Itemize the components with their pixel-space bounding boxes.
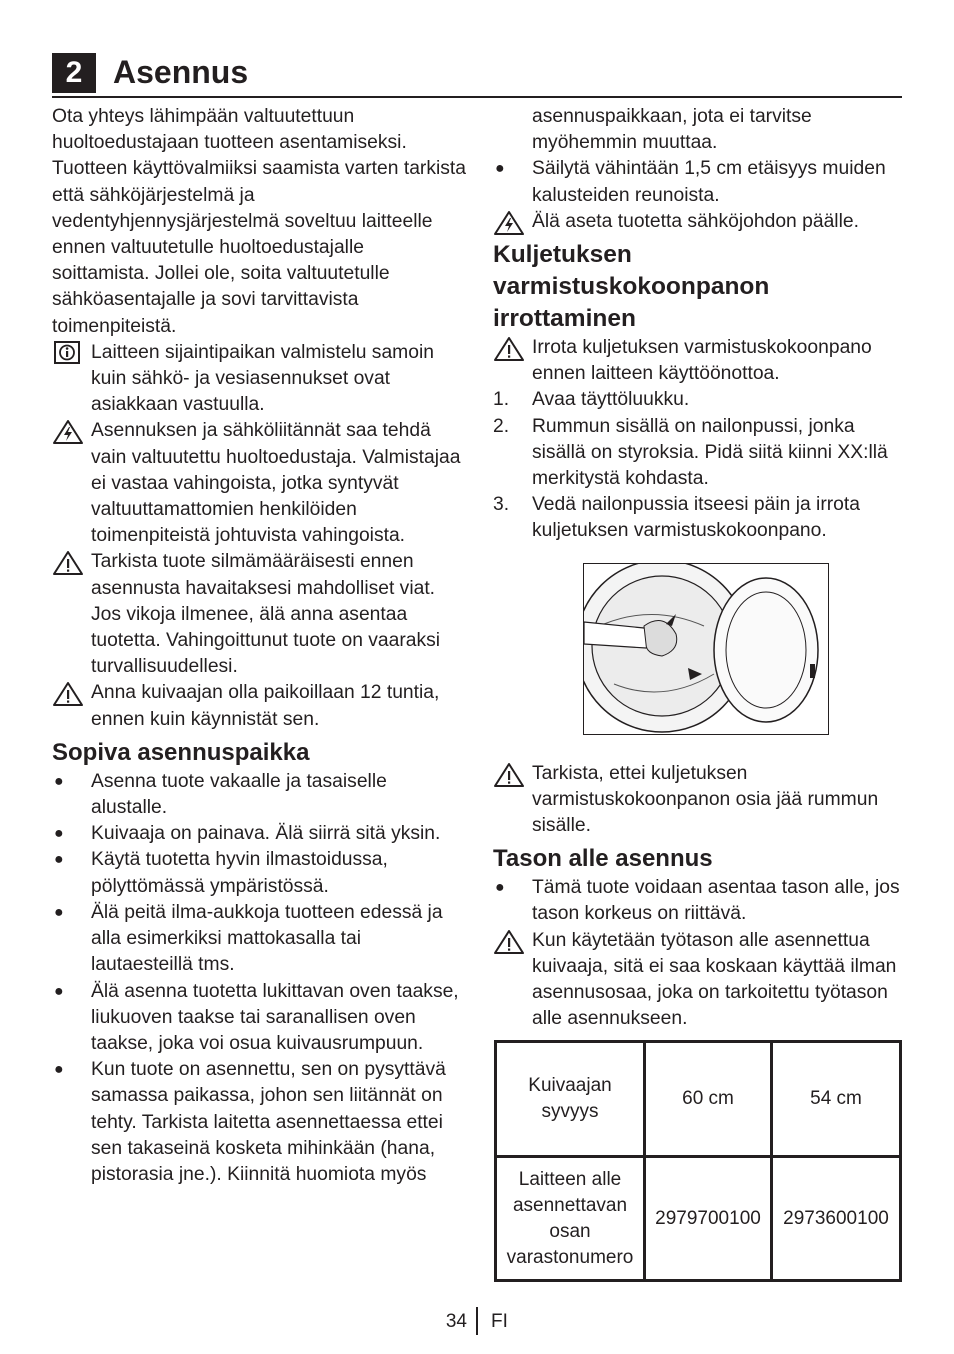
language-code: FI	[491, 1311, 508, 1332]
left-column	[52, 104, 466, 1188]
bullet-icon: ●	[54, 772, 64, 790]
warning-note	[493, 761, 905, 840]
continued-text-body: asennuspaikkaan, jota ei tarvitse myöhemmin muuttaa.	[532, 106, 812, 154]
bullet-icon: ●	[495, 879, 505, 897]
table-cell: 2979700100	[645, 1157, 772, 1281]
section-title: Sopiva asennuspaikka	[52, 738, 310, 766]
bullet-icon: ●	[495, 160, 505, 178]
info-icon	[52, 341, 84, 365]
list-item	[52, 900, 466, 979]
step-number: 3.	[493, 494, 510, 516]
table-cell: 60 cm	[645, 1042, 772, 1157]
step-number: 2.	[493, 415, 510, 437]
step-text: Rummun sisällä on nailonpussi, jonka sisällä on styroksia. Pidä siitä kiinni XX:llä merkitystä kohdasta.	[532, 415, 888, 490]
step-number: 1.	[493, 389, 510, 411]
electric-warning-note	[52, 418, 466, 549]
electric-warning-icon	[52, 419, 84, 443]
bullet-icon: ●	[54, 1061, 64, 1079]
list-item-text: Älä peitä ilma-aukkoja tuotteen edessä ja alla esimerkiksi mattokasalla tai lautaesteillä tms.	[91, 901, 443, 976]
warning-icon	[52, 550, 84, 574]
electric-warning-icon	[493, 210, 525, 234]
step-item	[493, 387, 905, 413]
drum-illustration	[583, 563, 829, 735]
table-cell: Kuivaajan syvyys	[496, 1042, 645, 1157]
bullet-icon: ●	[54, 982, 64, 1000]
list-item	[52, 821, 466, 847]
warning-note	[52, 680, 466, 732]
table-cell: 2973600100	[772, 1157, 901, 1281]
dryer-drum-drawing	[584, 564, 828, 734]
step-text: Avaa täyttöluukku.	[532, 389, 690, 411]
warning-note	[493, 928, 905, 1033]
note-text: Tarkista, ettei kuljetuksen varmistuskokoonpanon osia jää rummun sisälle.	[532, 762, 879, 837]
bullet-icon: ●	[54, 825, 64, 843]
right-column	[493, 104, 905, 1282]
bullet-icon: ●	[54, 903, 64, 921]
table-cell: Laitteen alle asennettavan osan varastonumero	[496, 1157, 645, 1281]
list-item	[52, 979, 466, 1058]
step-text: Vedä nailonpussia itseesi päin ja irrota kuljetuksen varmistuskokoonpano.	[532, 494, 860, 542]
section-title: Kuljetuksen varmistuskokoonpanon irrottaminen	[493, 241, 770, 333]
list-item-text: Asenna tuote vakaalle ja tasaiselle alustalle.	[91, 770, 387, 819]
table-cell: 54 cm	[772, 1042, 901, 1157]
warning-icon	[52, 681, 84, 705]
note-text: Tarkista tuote silmämääräisesti ennen asennusta havaitaksesi mahdolliset viat. Jos vikoja ilmenee, älä anna asentaa tuotetta. Vahingoittunut tuote on vaaraksi turvallisuudellesi.	[91, 551, 441, 678]
page-number: 34	[445, 1311, 467, 1332]
footer-divider	[476, 1307, 478, 1335]
warning-icon	[493, 929, 525, 953]
note-text: Kun käytetään työtason alle asennettua kuivaaja, sitä ei saa koskaan käyttää ilman asennusosaa, joka on tarkoitettu työtason alle asennukseen.	[532, 929, 897, 1030]
bullet-icon: ●	[54, 851, 64, 869]
spec-table	[494, 1040, 902, 1282]
warning-note	[493, 209, 905, 235]
table-row	[496, 1042, 901, 1157]
list-item	[52, 847, 466, 899]
info-note	[52, 340, 466, 419]
step-item	[493, 414, 905, 493]
list-item	[52, 1057, 466, 1188]
list-item	[52, 769, 466, 821]
list-item	[493, 156, 905, 208]
note-text: Irrota kuljetuksen varmistuskokoonpano ennen laitteen käyttöönottoa.	[532, 337, 872, 385]
warning-note	[52, 549, 466, 680]
section-title: Tason alle asennus	[493, 845, 713, 873]
intro-paragraph: Ota yhteys lähimpään valtuutettuun huoltoedustajaan tuotteen asentamiseksi. Tuotteen käyttövalmiiksi saamista varten tarkista että sähköjärjestelmä ja vedentyhjennysjärjestelmä soveltuu laitteelle ennen valtuutetulle huoltoedustajalle soittamista. Jollei ole, soita valtuutetulle sähköasentajalle ja sovi tarvittavista toimenpiteistä.	[52, 106, 466, 337]
chapter-number: 2	[52, 53, 96, 93]
warning-note	[493, 335, 905, 387]
warning-icon	[493, 336, 525, 360]
list-item-text: Käytä tuotetta hyvin ilmastoidussa, pölyttömässä ympäristössä.	[91, 849, 388, 897]
list-item-text: Älä asenna tuotetta lukittavan oven taakse, liukuoven taakse tai saranallisen oven taakse, joka voi osua kuivausrumpuun.	[91, 980, 459, 1054]
step-item	[493, 492, 905, 544]
table-row	[496, 1157, 901, 1281]
chapter-header	[52, 50, 902, 98]
chapter-title: Asennus	[113, 54, 249, 90]
continued-text	[493, 104, 905, 156]
list-item-text: Kuivaaja on painava. Älä siirrä sitä yksin.	[91, 823, 441, 845]
note-text: Anna kuivaajan olla paikoillaan 12 tuntia, ennen kuin käynnistät sen.	[91, 682, 440, 730]
list-item	[493, 875, 905, 927]
list-item-text: Kun tuote on asennettu, sen on pysyttävä samassa paikassa, johon sen liitännät on tehty. Tarkista laitetta asennettaessa ettei sen takaseinä kosketa mihinkään (hana, pistorasia jne.). Kiinnitä huomiota myös	[91, 1059, 446, 1185]
note-text: Älä aseta tuotetta sähköjohdon päälle.	[532, 210, 859, 232]
warning-icon	[493, 762, 525, 786]
list-item-text: Säilytä vähintään 1,5 cm etäisyys muiden kalusteiden reunoista.	[532, 158, 886, 206]
note-text: Laitteen sijaintipaikan valmistelu samoin kuin sähkö- ja vesiasennukset ovat asiakkaan vastuulla.	[91, 341, 434, 416]
note-text: Asennuksen ja sähköliitännät saa tehdä vain valtuutettu huoltoedustaja. Valmistajaa ei vastaa vahingoista, jotka syntyvät valtuuttamattomien henkilöiden toimenpiteistä johtuvista vahingoista.	[91, 420, 461, 547]
list-item-text: Tämä tuote voidaan asentaa tason alle, jos tason korkeus on riittävä.	[532, 877, 900, 925]
